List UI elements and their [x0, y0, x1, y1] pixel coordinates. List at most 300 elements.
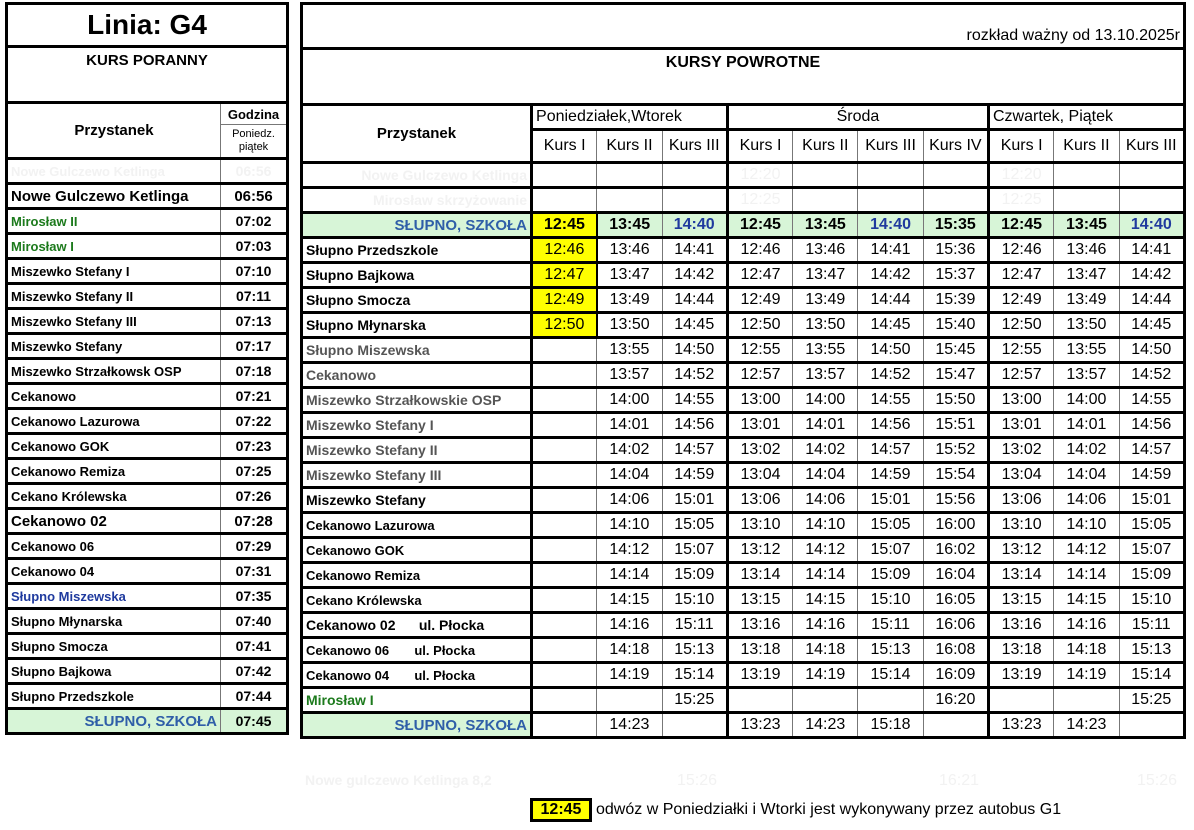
stop-name: Cekanowo	[302, 363, 532, 388]
return-time: 13:45	[1054, 213, 1119, 238]
return-time	[988, 688, 1053, 713]
footer-faint-time: 15:26	[677, 772, 718, 789]
morning-row	[7, 309, 288, 334]
return-time: 14:06	[597, 488, 662, 513]
return-time: 15:47	[923, 363, 988, 388]
return-time: 14:00	[793, 388, 858, 413]
morning-row	[7, 559, 288, 584]
return-row	[302, 338, 1185, 363]
return-time: 13:55	[1054, 338, 1119, 363]
return-time: 15:05	[1119, 513, 1184, 538]
stop-name: Miszewko Stefany III	[302, 463, 532, 488]
return-row	[302, 188, 1185, 213]
return-time: 13:55	[597, 338, 662, 363]
departure-time: 07:28	[221, 509, 288, 534]
stop-name: Mirosław skrzyżowanie	[302, 188, 532, 213]
return-row	[302, 213, 1185, 238]
return-time: 15:45	[923, 338, 988, 363]
return-time: 14:16	[1054, 613, 1119, 638]
return-time: 12:45	[727, 213, 792, 238]
departure-time: 07:40	[221, 609, 288, 634]
return-time: 14:04	[597, 463, 662, 488]
return-time: 14:14	[1054, 563, 1119, 588]
return-time: 12:50	[727, 313, 792, 338]
departure-time: 07:11	[221, 284, 288, 309]
return-time: 15:13	[1119, 638, 1184, 663]
return-time: 14:40	[858, 213, 923, 238]
return-time: 13:47	[597, 263, 662, 288]
return-time: 13:49	[1054, 288, 1119, 313]
return-row	[302, 288, 1185, 313]
kurs-header: Kurs III	[1119, 130, 1184, 163]
stop-name: Cekanowo 04	[7, 559, 221, 584]
return-time: 14:41	[662, 238, 727, 263]
morning-row	[7, 184, 288, 209]
return-row	[302, 438, 1185, 463]
return-time: 12:47	[988, 263, 1053, 288]
return-time	[597, 188, 662, 213]
stop-name: Słupno Przedszkole	[302, 238, 532, 263]
return-row	[302, 413, 1185, 438]
return-time: 12:46	[727, 238, 792, 263]
return-time: 15:11	[858, 613, 923, 638]
stop-name: SŁUPNO, SZKOŁA	[7, 709, 221, 734]
return-time: 14:56	[858, 413, 923, 438]
return-time: 15:05	[662, 513, 727, 538]
morning-row	[7, 159, 288, 184]
return-time: 12:47	[532, 263, 597, 288]
day-group-mon-tue: Poniedziałek,Wtorek	[532, 105, 728, 130]
return-time: 14:42	[662, 263, 727, 288]
return-time: 16:20	[923, 688, 988, 713]
departure-time: 07:25	[221, 459, 288, 484]
return-time: 14:19	[793, 663, 858, 688]
morning-row	[7, 434, 288, 459]
stop-name: Cekanowo 06 ul. Płocka	[302, 638, 532, 663]
stop-name: Cekanowo	[7, 384, 221, 409]
departure-time: 07:29	[221, 534, 288, 559]
return-time: 16:08	[923, 638, 988, 663]
morning-row	[7, 384, 288, 409]
return-time: 14:02	[1054, 438, 1119, 463]
return-time: 16:04	[923, 563, 988, 588]
return-time: 14:59	[1119, 463, 1184, 488]
return-row	[302, 463, 1185, 488]
return-time: 15:10	[1119, 588, 1184, 613]
return-time: 14:44	[1119, 288, 1184, 313]
return-time: 13:47	[1054, 263, 1119, 288]
return-time: 15:01	[662, 488, 727, 513]
return-time: 14:10	[1054, 513, 1119, 538]
return-time: 15:07	[662, 538, 727, 563]
return-time: 14:56	[1119, 413, 1184, 438]
return-time: 13:01	[988, 413, 1053, 438]
morning-row	[7, 534, 288, 559]
day-group-wed: Środa	[727, 105, 988, 130]
departure-time: 07:23	[221, 434, 288, 459]
return-time	[532, 388, 597, 413]
stop-name: Mirosław I	[302, 688, 532, 713]
return-time: 13:06	[727, 488, 792, 513]
return-time: 13:19	[988, 663, 1053, 688]
stop-name: Mirosław II	[7, 209, 221, 234]
return-time: 15:25	[662, 688, 727, 713]
return-time: 14:01	[597, 413, 662, 438]
valid-from-date: rozkład ważny od 13.10.2025r	[302, 4, 1185, 49]
stop-name: Nowe Gulczewo Ketlinga	[302, 163, 532, 188]
stop-name: Mirosław I	[7, 234, 221, 259]
return-row	[302, 538, 1185, 563]
return-time	[532, 638, 597, 663]
return-time: 13:15	[988, 588, 1053, 613]
stop-name: Miszewko Stefany II	[7, 284, 221, 309]
return-row	[302, 638, 1185, 663]
return-time: 14:14	[793, 563, 858, 588]
return-time: 15:54	[923, 463, 988, 488]
departure-time: 07:21	[221, 384, 288, 409]
return-time: 15:14	[1119, 663, 1184, 688]
return-row	[302, 688, 1185, 713]
return-time	[858, 188, 923, 213]
return-time: 14:16	[793, 613, 858, 638]
stop-name: Miszewko Stefany	[302, 488, 532, 513]
return-row	[302, 513, 1185, 538]
return-time: 12:49	[532, 288, 597, 313]
return-time: 13:16	[727, 613, 792, 638]
return-time: 14:59	[662, 463, 727, 488]
return-row	[302, 613, 1185, 638]
return-time: 12:20	[988, 163, 1053, 188]
return-time	[1119, 713, 1184, 738]
morning-row	[7, 409, 288, 434]
return-time: 14:40	[662, 213, 727, 238]
return-time: 13:19	[727, 663, 792, 688]
departure-time: 07:44	[221, 684, 288, 709]
return-time: 15:14	[662, 663, 727, 688]
return-time: 15:52	[923, 438, 988, 463]
return-time: 12:57	[988, 363, 1053, 388]
return-time: 16:06	[923, 613, 988, 638]
morning-row	[7, 484, 288, 509]
return-time: 13:10	[727, 513, 792, 538]
return-time	[1054, 188, 1119, 213]
stop-name: Cekanowo Lazurowa	[302, 513, 532, 538]
return-time: 13:18	[988, 638, 1053, 663]
return-time: 12:47	[727, 263, 792, 288]
return-time: 14:41	[1119, 238, 1184, 263]
return-time: 14:55	[662, 388, 727, 413]
return-time: 13:10	[988, 513, 1053, 538]
return-time: 13:49	[597, 288, 662, 313]
return-time: 13:23	[988, 713, 1053, 738]
footer-faint-stop: Nowe gulczewo Ketlinga 8,2	[305, 772, 492, 788]
return-time: 12:49	[727, 288, 792, 313]
return-time	[532, 538, 597, 563]
return-time: 15:37	[923, 263, 988, 288]
return-time: 16:00	[923, 513, 988, 538]
kurs-header: Kurs I	[727, 130, 792, 163]
kurs-header: Kurs I	[988, 130, 1053, 163]
return-time	[532, 663, 597, 688]
kurs-header: Kurs II	[597, 130, 662, 163]
morning-row	[7, 209, 288, 234]
return-time	[727, 688, 792, 713]
return-schedule-table	[300, 2, 1186, 739]
return-time: 12:46	[532, 238, 597, 263]
stop-name: Miszewko Stefany I	[7, 259, 221, 284]
return-time: 14:01	[1054, 413, 1119, 438]
return-time	[662, 188, 727, 213]
stop-name: SŁUPNO, SZKOŁA	[302, 213, 532, 238]
footer-faint-time: 16:21	[939, 772, 980, 789]
return-time: 13:04	[727, 463, 792, 488]
return-time: 14:19	[1054, 663, 1119, 688]
return-time: 14:15	[597, 588, 662, 613]
return-time: 12:46	[988, 238, 1053, 263]
departure-time: 07:35	[221, 584, 288, 609]
return-time: 15:09	[858, 563, 923, 588]
return-time: 14:19	[597, 663, 662, 688]
return-time: 15:13	[662, 638, 727, 663]
return-row	[302, 238, 1185, 263]
return-time	[532, 438, 597, 463]
departure-time: 07:42	[221, 659, 288, 684]
return-row	[302, 488, 1185, 513]
return-time: 14:18	[597, 638, 662, 663]
return-time: 14:15	[793, 588, 858, 613]
return-time: 14:44	[858, 288, 923, 313]
morning-row	[7, 684, 288, 709]
morning-row	[7, 284, 288, 309]
return-time	[532, 188, 597, 213]
return-time: 15:51	[923, 413, 988, 438]
morning-row	[7, 609, 288, 634]
return-time: 13:55	[793, 338, 858, 363]
return-time	[923, 713, 988, 738]
return-time: 12:55	[727, 338, 792, 363]
departure-time: 07:22	[221, 409, 288, 434]
return-time: 15:39	[923, 288, 988, 313]
stop-name: Miszewko Strzałkowskie OSP	[302, 388, 532, 413]
return-time: 14:14	[597, 563, 662, 588]
stop-name: Nowe Gulczewo Ketlinga	[7, 159, 221, 184]
stop-name: Cekano Królewska	[302, 588, 532, 613]
return-time: 13:06	[988, 488, 1053, 513]
return-time	[858, 163, 923, 188]
return-time: 13:04	[988, 463, 1053, 488]
return-time: 14:52	[1119, 363, 1184, 388]
stop-name: Cekanowo Remiza	[302, 563, 532, 588]
return-time: 13:12	[727, 538, 792, 563]
kurs-header: Kurs I	[532, 130, 597, 163]
return-time	[1054, 688, 1119, 713]
return-time	[532, 513, 597, 538]
return-time: 12:57	[727, 363, 792, 388]
return-time: 12:20	[727, 163, 792, 188]
return-time: 15:11	[1119, 613, 1184, 638]
return-row	[302, 313, 1185, 338]
return-time: 14:59	[858, 463, 923, 488]
return-time: 13:00	[988, 388, 1053, 413]
return-time: 13:49	[793, 288, 858, 313]
return-row	[302, 663, 1185, 688]
return-time: 13:15	[727, 588, 792, 613]
return-time: 15:07	[858, 538, 923, 563]
departure-time: 07:45	[221, 709, 288, 734]
return-time	[532, 163, 597, 188]
return-time: 15:36	[923, 238, 988, 263]
return-time: 12:55	[988, 338, 1053, 363]
return-time	[793, 688, 858, 713]
return-time: 13:12	[988, 538, 1053, 563]
stop-name: Nowe Gulczewo Ketlinga	[7, 184, 221, 209]
departure-time: 07:31	[221, 559, 288, 584]
return-time: 15:05	[858, 513, 923, 538]
stop-name: Słupno Przedszkole	[7, 684, 221, 709]
return-time: 16:09	[923, 663, 988, 688]
departure-time: 06:56	[221, 184, 288, 209]
return-row	[302, 263, 1185, 288]
return-time: 13:16	[988, 613, 1053, 638]
return-time: 14:57	[858, 438, 923, 463]
morning-schedule-table	[5, 2, 289, 735]
return-time: 15:18	[858, 713, 923, 738]
return-time: 14:06	[793, 488, 858, 513]
stop-name: Cekanowo 04 ul. Płocka	[302, 663, 532, 688]
return-time: 12:45	[988, 213, 1053, 238]
return-time: 14:44	[662, 288, 727, 313]
return-time: 15:09	[1119, 563, 1184, 588]
return-time: 12:25	[727, 188, 792, 213]
departure-time: 07:02	[221, 209, 288, 234]
return-time: 14:00	[1054, 388, 1119, 413]
legend-text: odwóz w Poniedziałki i Wtorki jest wykonywany przez autobus G1	[596, 801, 1062, 818]
stop-name: Miszewko Stefany III	[7, 309, 221, 334]
return-time	[532, 363, 597, 388]
stop-name: Cekanowo Lazurowa	[7, 409, 221, 434]
morning-row	[7, 259, 288, 284]
return-time	[532, 463, 597, 488]
stop-name: Cekanowo 02 ul. Płocka	[302, 613, 532, 638]
departure-time: 07:41	[221, 634, 288, 659]
return-time: 13:18	[727, 638, 792, 663]
morning-row	[7, 709, 288, 734]
departure-time: 07:13	[221, 309, 288, 334]
return-time	[793, 188, 858, 213]
return-time: 14:02	[597, 438, 662, 463]
return-time	[1054, 163, 1119, 188]
return-time: 14:52	[662, 363, 727, 388]
kurs-header: Kurs II	[1054, 130, 1119, 163]
return-time	[793, 163, 858, 188]
return-time: 13:46	[793, 238, 858, 263]
kurs-header: Kurs III	[858, 130, 923, 163]
return-time	[1119, 188, 1184, 213]
return-time: 16:02	[923, 538, 988, 563]
return-row	[302, 563, 1185, 588]
return-time: 15:01	[858, 488, 923, 513]
return-time	[923, 188, 988, 213]
departure-time: 06:56	[221, 159, 288, 184]
return-time	[532, 613, 597, 638]
return-time: 14:06	[1054, 488, 1119, 513]
stop-name: Cekano Królewska	[7, 484, 221, 509]
return-time: 14:18	[793, 638, 858, 663]
stop-name: Słupno Miszewska	[302, 338, 532, 363]
legend-highlight-sample: 12:45	[530, 798, 592, 822]
return-time: 14:52	[858, 363, 923, 388]
return-time: 15:40	[923, 313, 988, 338]
morning-row	[7, 234, 288, 259]
return-time: 14:56	[662, 413, 727, 438]
return-time: 13:14	[727, 563, 792, 588]
return-time: 15:10	[858, 588, 923, 613]
return-row	[302, 163, 1185, 188]
return-time	[662, 163, 727, 188]
return-time: 13:23	[727, 713, 792, 738]
return-time: 13:47	[793, 263, 858, 288]
return-time: 14:42	[858, 263, 923, 288]
morning-row	[7, 509, 288, 534]
return-time: 13:45	[597, 213, 662, 238]
return-time: 16:05	[923, 588, 988, 613]
return-time: 14:01	[793, 413, 858, 438]
return-time: 13:02	[727, 438, 792, 463]
morning-row	[7, 584, 288, 609]
morning-course-title: KURS PORANNY	[7, 47, 288, 103]
return-time: 14:23	[793, 713, 858, 738]
return-time: 12:25	[988, 188, 1053, 213]
stop-name: Cekanowo Remiza	[7, 459, 221, 484]
stop-name: SŁUPNO, SZKOŁA	[302, 713, 532, 738]
return-time: 14:55	[858, 388, 923, 413]
return-time	[1119, 163, 1184, 188]
return-row	[302, 363, 1185, 388]
right-col-stop-header: Przystanek	[302, 105, 532, 163]
morning-row	[7, 334, 288, 359]
morning-row	[7, 634, 288, 659]
return-time: 13:01	[727, 413, 792, 438]
return-time: 14:04	[1054, 463, 1119, 488]
return-time: 14:00	[597, 388, 662, 413]
stop-name: Miszewko Stefany	[7, 334, 221, 359]
stop-name: Cekanowo 06	[7, 534, 221, 559]
return-time: 15:13	[858, 638, 923, 663]
return-time: 13:50	[597, 313, 662, 338]
return-time: 14:40	[1119, 213, 1184, 238]
return-time: 14:12	[793, 538, 858, 563]
stop-name: Słupno Smocza	[302, 288, 532, 313]
return-time: 14:10	[597, 513, 662, 538]
line-title: Linia: G4	[7, 4, 288, 47]
return-time: 14:45	[1119, 313, 1184, 338]
return-time: 14:02	[793, 438, 858, 463]
return-time: 15:56	[923, 488, 988, 513]
return-time	[923, 163, 988, 188]
stop-name: Słupno Bajkowa	[7, 659, 221, 684]
return-time: 15:10	[662, 588, 727, 613]
return-time: 13:45	[793, 213, 858, 238]
return-time: 15:07	[1119, 538, 1184, 563]
return-time	[662, 713, 727, 738]
morning-row	[7, 659, 288, 684]
stop-name: Miszewko Stefany I	[302, 413, 532, 438]
stop-name: Cekanowo 02	[7, 509, 221, 534]
departure-time: 07:17	[221, 334, 288, 359]
legend	[530, 797, 1061, 823]
return-time: 15:50	[923, 388, 988, 413]
kurs-header: Kurs II	[793, 130, 858, 163]
